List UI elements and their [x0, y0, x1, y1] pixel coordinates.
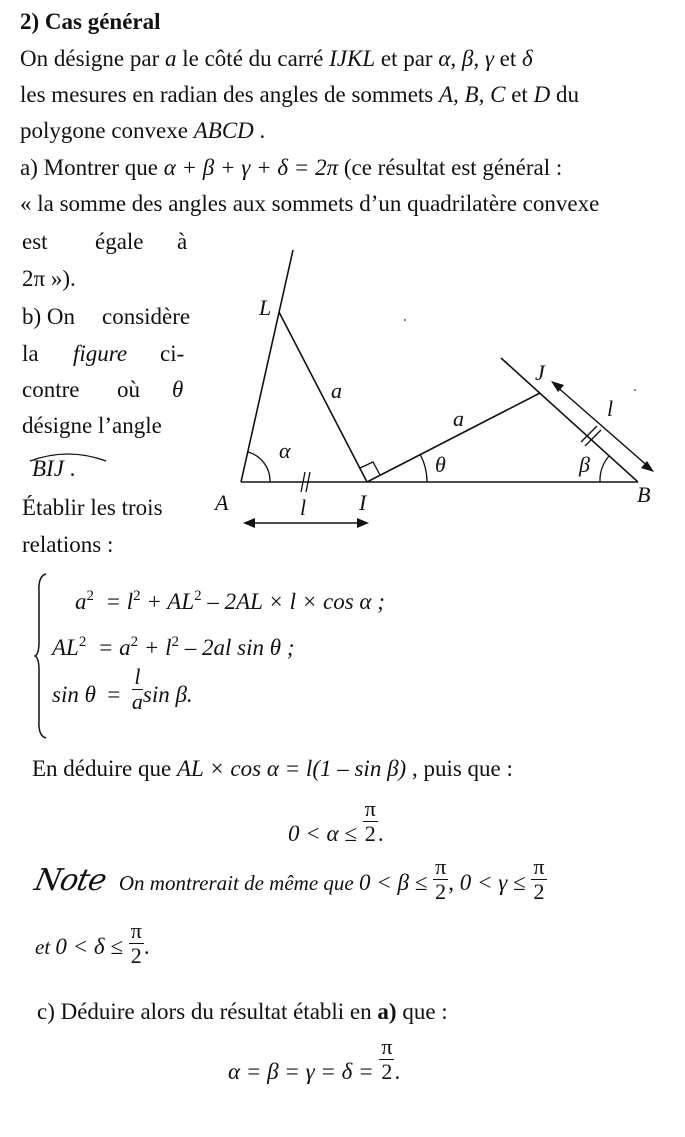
part-a-line-4: 2π »).: [22, 266, 76, 291]
polygon-name: ABCD: [193, 118, 254, 143]
eq-rhs: + l: [138, 635, 172, 660]
vertex-names: A, B, C: [439, 82, 506, 107]
figure-svg: [205, 240, 675, 540]
inequality-text: 0 < α ≤: [288, 820, 363, 846]
eq-rhs: – 2AL × l × cos α ;: [201, 589, 385, 614]
label-a: A: [215, 490, 229, 515]
greek-angles: α, β, γ: [438, 46, 494, 71]
note-inequality: 0 < δ ≤: [55, 933, 129, 959]
denominator: a: [131, 689, 143, 714]
eq-sign: =: [107, 681, 121, 707]
exponent: 2: [194, 588, 202, 604]
fraction-pi-over-2: [129, 920, 144, 967]
section-title: 2) Cas général: [20, 9, 161, 34]
label-i: I: [359, 490, 367, 515]
equation-2: [52, 628, 295, 662]
part-b-word: contre: [22, 377, 80, 402]
intro-text: polygone convexe: [20, 118, 194, 143]
part-c-ref: a): [377, 999, 397, 1024]
alpha-inequality: [288, 798, 384, 845]
part-a-word: est: [22, 229, 48, 254]
arrowhead-icon: [357, 518, 369, 528]
note-text: On montrerait de même que: [118, 870, 359, 895]
part-a-word: égale: [95, 229, 144, 254]
numerator: π: [533, 854, 545, 879]
intro-text: du: [550, 82, 579, 107]
note-label: Note: [31, 862, 109, 898]
eq-rhs: = a: [97, 635, 131, 660]
intro-text: et par: [375, 46, 439, 71]
intro-text: .: [253, 118, 266, 143]
deduce-text: , puis que :: [406, 756, 513, 781]
part-c-text: que :: [396, 999, 448, 1024]
stray-dot: [634, 389, 636, 391]
angle-bij: [32, 455, 75, 483]
label-j: J: [535, 360, 545, 385]
part-b-word: figure: [73, 341, 128, 366]
dot: .: [63, 456, 76, 481]
fraction-pi-over-2: [379, 1036, 394, 1083]
fraction-l-over-a: [132, 666, 143, 713]
exponent: 2: [78, 634, 87, 650]
length-arrow-jb: [555, 385, 650, 468]
numerator: l: [132, 666, 143, 690]
intro-line-1: [20, 45, 533, 73]
label-l: L: [259, 295, 272, 320]
fraction-pi-over-2: [363, 798, 378, 845]
note-inequality: 0 < β ≤: [358, 869, 434, 895]
eq-lhs: a: [75, 589, 87, 614]
dot: .: [377, 820, 384, 846]
label-length-l-2: l: [607, 396, 614, 421]
part-b-word: la: [22, 341, 39, 366]
intro-text: le côté du carré: [176, 46, 330, 71]
final-equality: [228, 1036, 400, 1083]
part-b-word: ci-: [160, 341, 185, 366]
part-b-theta: θ: [172, 377, 184, 402]
eq-rhs: sin β.: [142, 681, 193, 707]
eq-rhs: + AL: [140, 589, 195, 614]
eq-rhs: – 2al sin θ ;: [179, 635, 295, 660]
label-side-a-1: a: [331, 378, 342, 403]
exponent: 2: [86, 588, 94, 604]
note-line-1: [31, 854, 547, 904]
label-theta: θ: [435, 452, 446, 477]
label-alpha: α: [279, 438, 291, 463]
exponent: 2: [171, 634, 180, 650]
part-a-line-1: [20, 154, 562, 182]
deduce-text: En déduire que: [32, 756, 177, 781]
part-b-line-4: désigne l’angle: [22, 413, 162, 438]
intro-text: On désigne par: [20, 46, 165, 71]
numerator: π: [130, 918, 142, 943]
eq-lhs: AL: [52, 635, 79, 660]
part-c-line: [37, 998, 448, 1026]
label-length-l-1: l: [300, 495, 307, 520]
denominator: 2: [130, 943, 142, 968]
part-a-line-2: « la somme des angles aux sommets d’un quadrilatère convexe: [20, 191, 600, 216]
deduce-equation: AL × cos α = l(1 – sin β): [176, 756, 407, 781]
segment-jb: [501, 358, 638, 482]
angle-sum-equation: α + β + γ + δ = 2π: [163, 155, 339, 180]
denominator: 2: [435, 879, 447, 904]
part-b-line-7: relations :: [22, 532, 114, 557]
numerator: π: [364, 796, 376, 821]
eq-rhs: = l: [105, 589, 134, 614]
fraction-pi-over-2: [433, 856, 448, 903]
intro-line-3: [20, 117, 265, 145]
intro-text: et: [493, 46, 523, 71]
vertex-d: D: [533, 82, 551, 107]
part-a-text: a) Montrer que: [20, 155, 164, 180]
intro-line-2: [20, 81, 579, 109]
part-b-line-6: Établir les trois: [22, 495, 163, 520]
tick-mark: [585, 430, 601, 446]
part-b-word: considère: [102, 304, 191, 329]
greek-delta: δ: [522, 46, 533, 71]
numerator: π: [381, 1034, 393, 1059]
geometry-figure: [205, 240, 675, 540]
equality-chain: α = β = γ = δ =: [228, 1058, 380, 1084]
label-b: B: [637, 482, 651, 507]
arrowhead-icon: [243, 518, 255, 528]
part-a-text: (ce résultat est général :: [338, 155, 563, 180]
intro-text: et: [505, 82, 534, 107]
deduce-line: [32, 755, 513, 783]
dot: .: [394, 1058, 401, 1084]
tick-mark: [581, 426, 597, 442]
separator: ,: [448, 869, 460, 895]
exponent: 2: [130, 634, 139, 650]
denominator: 2: [364, 821, 376, 846]
alpha-arc: [248, 452, 270, 482]
angle-name: BIJ: [32, 456, 64, 481]
intro-text: les mesures en radian des angles de sommets: [20, 82, 439, 107]
equation-1: [75, 582, 385, 616]
square-name: IJKL: [329, 46, 376, 71]
system-brace-icon: [34, 572, 48, 740]
theta-arc: [420, 454, 427, 482]
exponent: 2: [133, 588, 141, 604]
fraction-pi-over-2: [531, 856, 546, 903]
part-c-text: c) Déduire alors du résultat établi en: [37, 999, 378, 1024]
note-inequality: 0 < γ ≤: [459, 869, 532, 895]
denominator: 2: [381, 1059, 393, 1084]
stray-dot: [404, 319, 406, 321]
note-text: et: [35, 934, 56, 959]
numerator: π: [435, 854, 447, 879]
beta-arc: [600, 456, 609, 482]
equation-3: [52, 664, 193, 714]
var-a: a: [165, 46, 177, 71]
denominator: 2: [533, 879, 545, 904]
part-b-word: b) On: [22, 304, 76, 329]
part-a-word: à: [177, 229, 188, 254]
part-b-word: où: [117, 377, 140, 402]
segment-li: [279, 312, 367, 482]
label-beta: β: [579, 452, 590, 477]
eq-lhs: sin θ: [52, 681, 96, 707]
label-side-a-2: a: [453, 406, 464, 431]
arc-mark-icon: [28, 449, 108, 463]
note-line-2: [35, 918, 150, 968]
dot: .: [143, 933, 150, 959]
